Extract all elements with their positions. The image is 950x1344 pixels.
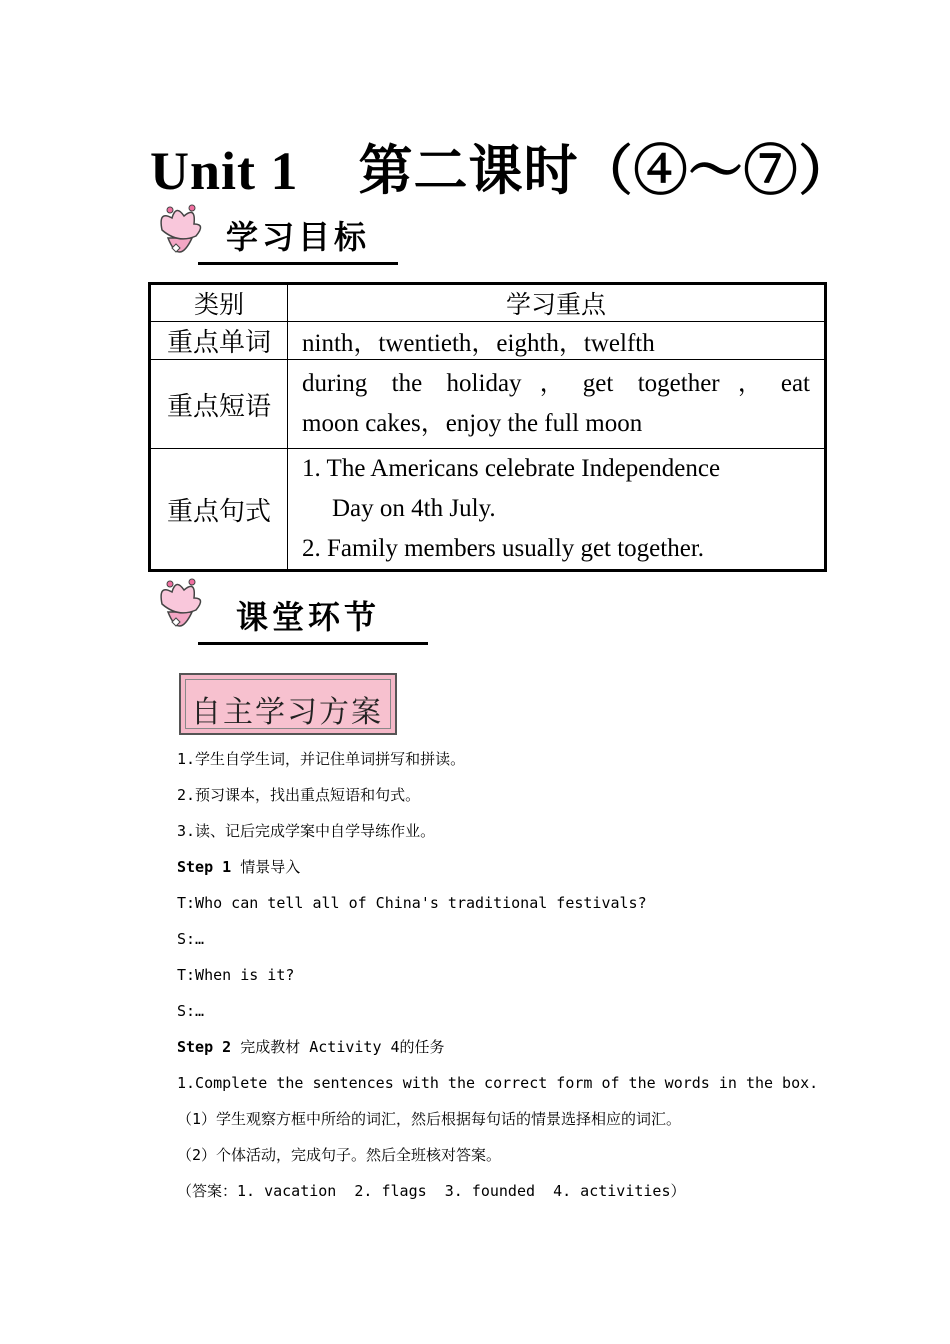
table-row xyxy=(150,322,826,360)
category-cell: 重点短语 xyxy=(150,360,288,449)
body-line: 1.学生自学生词，并记住单词拼写和拼读。 xyxy=(177,750,466,768)
flower-basket-icon xyxy=(148,200,210,268)
content-cell xyxy=(288,449,826,571)
category-cell: 重点单词 xyxy=(150,322,288,360)
body-line: Step 2 完成教材 Activity 4的任务 xyxy=(177,1038,445,1056)
section-underline xyxy=(198,262,398,265)
section-header-class xyxy=(148,574,438,644)
body-line: 1.Complete the sentences with the correct form of the words in the box. xyxy=(177,1074,819,1092)
content-cell: ninth，twentieth，eighth，twelfth xyxy=(288,322,826,360)
table-row xyxy=(150,360,826,449)
section-label-goals: 学习目标 xyxy=(226,218,371,256)
section-header-goals xyxy=(148,200,408,270)
body-line: T:Who can tell all of China's traditional festivals? xyxy=(177,894,647,912)
step-label: Step 2 xyxy=(177,1038,232,1056)
section-label-class: 课堂环节 xyxy=(236,598,381,636)
category-cell: 重点句式 xyxy=(150,449,288,571)
sentence-line: 2. Family members usually get together. xyxy=(302,535,705,562)
body-line: （答案：1. vacation 2. flags 3. founded 4. activities） xyxy=(177,1182,686,1200)
table-header-focus: 学习重点 xyxy=(288,284,826,322)
phrase-line: during the holiday，get together，eat xyxy=(302,370,810,397)
body-line: T:When is it? xyxy=(177,966,295,984)
body-line: 3.读、记后完成学案中自学导练作业。 xyxy=(177,822,436,840)
body-line: S:… xyxy=(177,930,205,948)
lesson-label: 第二课时（④～⑦） xyxy=(358,141,854,201)
lesson-body xyxy=(177,746,818,1214)
goals-table xyxy=(148,282,827,572)
body-line: S:… xyxy=(177,1002,205,1020)
body-line: （1）学生观察方框中所给的词汇，然后根据每句话的情景选择相应的词汇。 xyxy=(177,1110,682,1128)
body-line: （2）个体活动，完成句子。然后全班核对答案。 xyxy=(177,1146,502,1164)
unit-label: Unit 1 xyxy=(150,141,299,201)
body-line: 2.预习课本，找出重点短语和句式。 xyxy=(177,786,421,804)
table-header-category: 类别 xyxy=(150,284,288,322)
phrase-line: moon cakes，enjoy the full moon xyxy=(302,410,643,437)
sentence-line: 1. The Americans celebrate Independence xyxy=(302,455,721,482)
flower-basket-icon xyxy=(148,574,210,642)
body-line: Step 1 情景导入 xyxy=(177,858,301,876)
sentence-line: Day on 4th July. xyxy=(332,495,496,522)
self-study-banner xyxy=(179,673,397,735)
self-study-label: 自主学习方案 xyxy=(191,695,383,730)
step-label: Step 1 xyxy=(177,858,232,876)
content-cell xyxy=(288,360,826,449)
table-row xyxy=(150,449,826,571)
page-title xyxy=(150,128,854,205)
section-underline xyxy=(198,642,428,645)
